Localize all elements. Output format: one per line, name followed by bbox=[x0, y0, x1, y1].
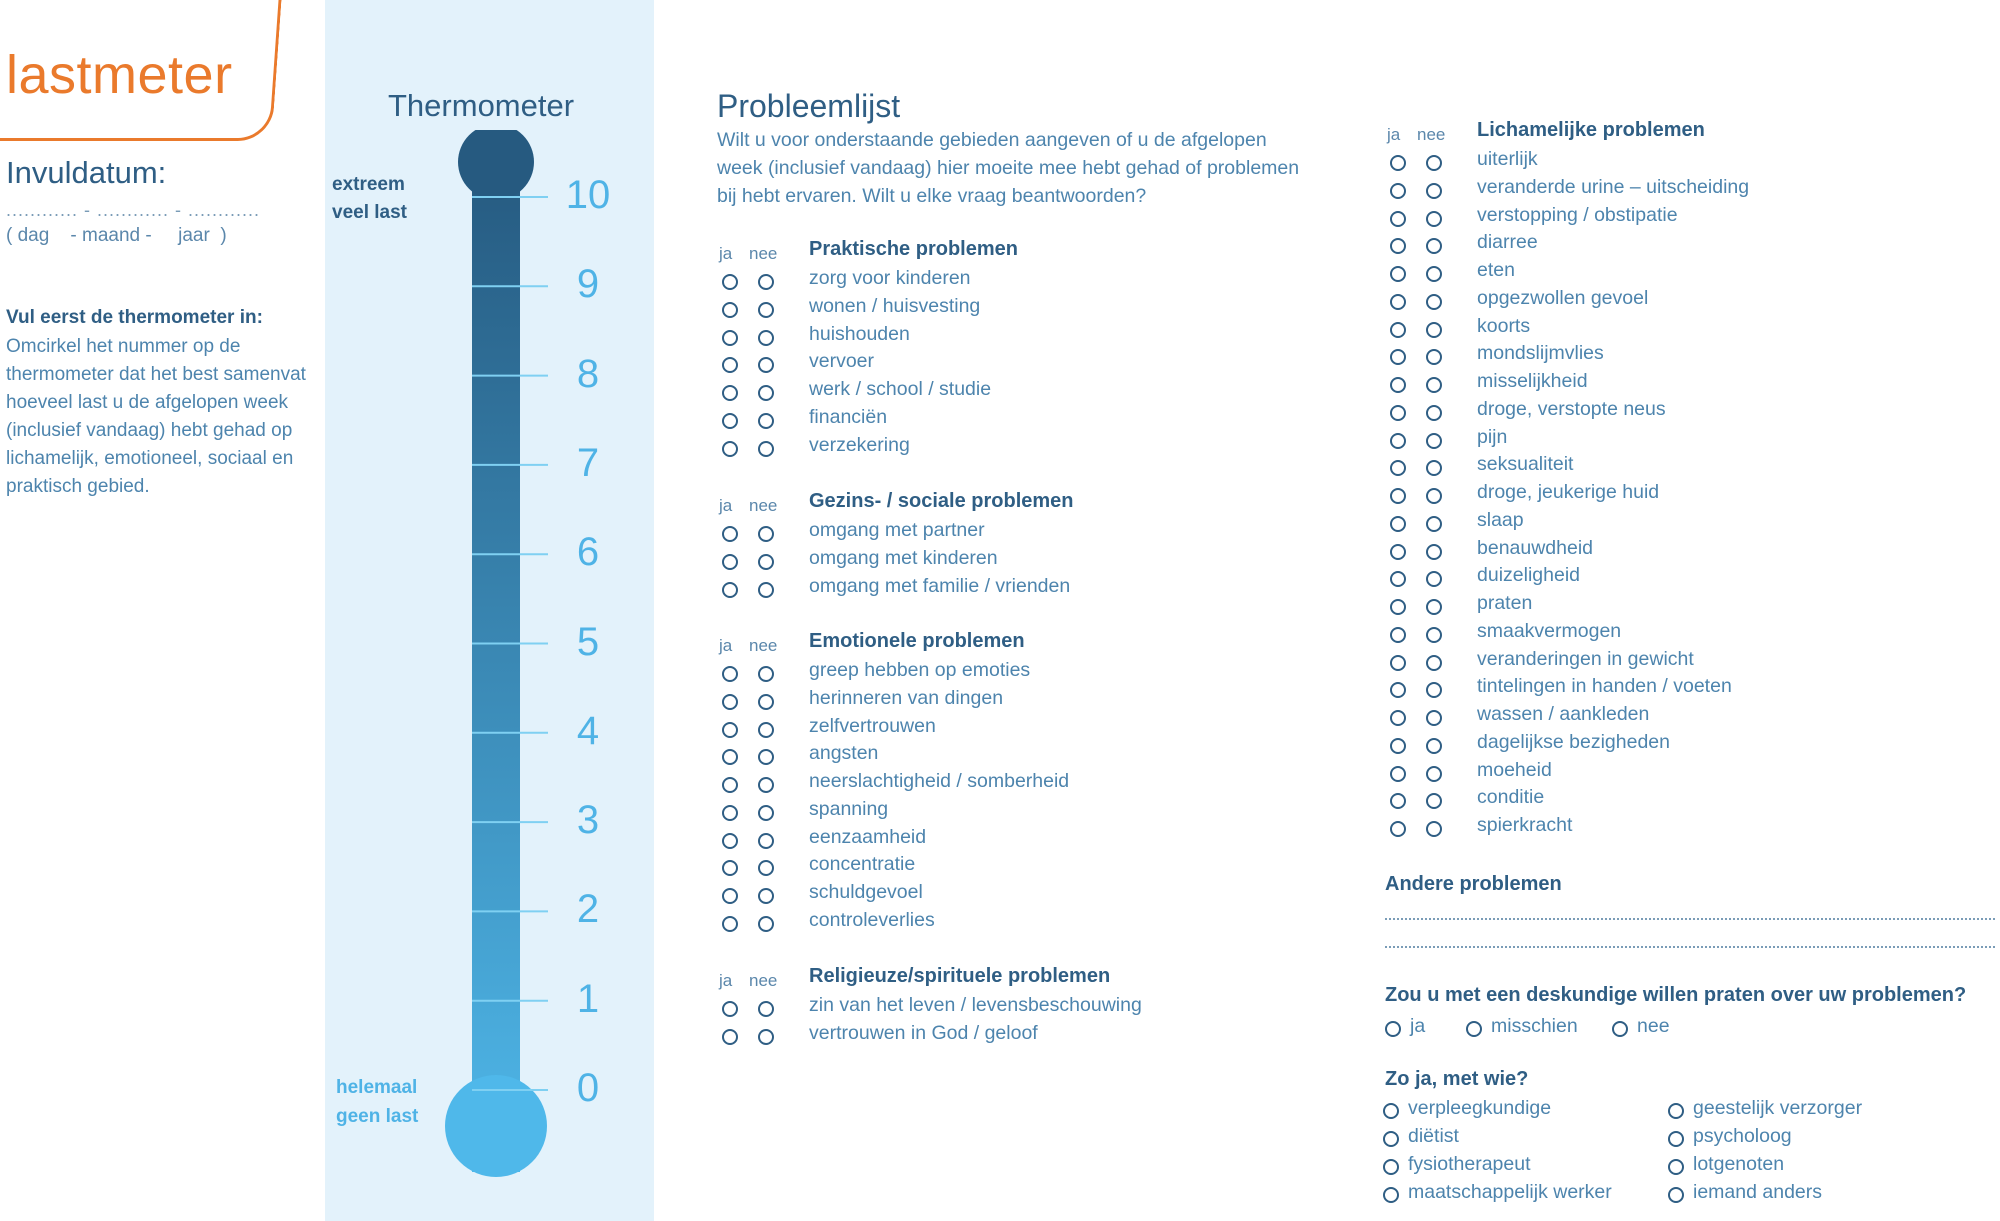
nee-radio[interactable] bbox=[1426, 599, 1442, 615]
ja-column-label: ja bbox=[719, 496, 733, 515]
ja-radio[interactable] bbox=[722, 833, 738, 849]
other-problems-line-1[interactable] bbox=[1385, 918, 1995, 920]
problem-label: spierkracht bbox=[1477, 814, 1573, 836]
ja-radio[interactable] bbox=[1390, 238, 1406, 254]
nee-radio[interactable] bbox=[1426, 266, 1442, 282]
who-title: Zo ja, met wie? bbox=[1385, 1068, 1529, 1090]
nee-radio[interactable] bbox=[1426, 211, 1442, 227]
who-option-radio[interactable] bbox=[1668, 1187, 1684, 1203]
label-no-burden: helemaal geen last bbox=[336, 1077, 419, 1127]
nee-radio[interactable] bbox=[1426, 183, 1442, 199]
problem-label: veranderingen in gewicht bbox=[1477, 647, 1694, 670]
problem-label: dagelijkse bezigheden bbox=[1477, 730, 1670, 753]
problem-label: herinneren van dingen bbox=[809, 686, 1004, 709]
ja-radio[interactable] bbox=[1390, 433, 1406, 449]
nee-column-label: nee bbox=[749, 636, 778, 655]
scale-number[interactable]: 2 bbox=[576, 887, 600, 932]
ja-radio[interactable] bbox=[722, 1001, 738, 1017]
nee-radio[interactable] bbox=[758, 860, 774, 876]
problem-label: mondslijmvlies bbox=[1477, 342, 1604, 365]
problem-label: zelfvertrouwen bbox=[809, 714, 936, 737]
scale-number[interactable]: 0 bbox=[576, 1066, 600, 1110]
problem-label: huishouden bbox=[809, 322, 910, 345]
ja-radio[interactable] bbox=[1390, 544, 1406, 560]
nee-radio[interactable] bbox=[1426, 738, 1442, 754]
who-option-radio[interactable] bbox=[1383, 1159, 1399, 1175]
problem-label: greep hebben op emoties bbox=[809, 659, 1031, 681]
nee-radio[interactable] bbox=[1426, 682, 1442, 698]
nee-radio[interactable] bbox=[758, 805, 774, 821]
ja-radio[interactable] bbox=[722, 805, 738, 821]
nee-radio[interactable] bbox=[1426, 488, 1442, 504]
problem-label: uiterlijk bbox=[1477, 148, 1538, 170]
nee-radio[interactable] bbox=[1426, 460, 1442, 476]
expert-option-radio[interactable] bbox=[1385, 1021, 1401, 1037]
ja-radio[interactable] bbox=[722, 330, 738, 346]
other-problems-line-2[interactable] bbox=[1385, 946, 1995, 948]
ja-radio[interactable] bbox=[1390, 266, 1406, 282]
expert-option-label: ja bbox=[1410, 1015, 1426, 1037]
ja-column-label: ja bbox=[719, 636, 733, 655]
ja-radio[interactable] bbox=[1390, 627, 1406, 643]
nee-radio[interactable] bbox=[1426, 655, 1442, 671]
logo: lastmeter bbox=[6, 45, 233, 105]
nee-radio[interactable] bbox=[1426, 766, 1442, 782]
ja-radio[interactable] bbox=[722, 1029, 738, 1045]
ja-radio[interactable] bbox=[1390, 183, 1406, 199]
problem-label: eten bbox=[1477, 259, 1515, 281]
ja-column-label: ja bbox=[1387, 125, 1401, 144]
ja-radio[interactable] bbox=[1390, 349, 1406, 365]
ja-radio[interactable] bbox=[722, 582, 738, 598]
nee-radio[interactable] bbox=[758, 357, 774, 373]
who-option-radio[interactable] bbox=[1383, 1131, 1399, 1147]
problem-label: duizeligheid bbox=[1477, 564, 1580, 587]
ja-radio[interactable] bbox=[1390, 821, 1406, 837]
expert-option-label: nee bbox=[1637, 1015, 1670, 1037]
section-title: Lichamelijke problemen bbox=[1477, 119, 1705, 141]
problem-label: neerslachtigheid / somberheid bbox=[809, 770, 1070, 792]
nee-radio[interactable] bbox=[1426, 516, 1442, 532]
scale-number[interactable]: 1 bbox=[576, 976, 600, 1021]
nee-radio[interactable] bbox=[1426, 294, 1442, 310]
nee-radio[interactable] bbox=[758, 1001, 774, 1017]
problem-label: smaakvermogen bbox=[1477, 619, 1622, 642]
section-title: Gezins- / sociale problemen bbox=[809, 490, 1074, 512]
ja-radio[interactable] bbox=[722, 860, 738, 876]
ja-radio[interactable] bbox=[1390, 682, 1406, 698]
nee-radio[interactable] bbox=[758, 694, 774, 710]
problem-label: schuldgevoel bbox=[809, 881, 923, 903]
ja-radio[interactable] bbox=[722, 722, 738, 738]
ja-radio[interactable] bbox=[1390, 516, 1406, 532]
nee-radio[interactable] bbox=[758, 302, 774, 318]
ja-radio[interactable] bbox=[722, 526, 738, 542]
nee-radio[interactable] bbox=[758, 722, 774, 738]
ja-radio[interactable] bbox=[722, 357, 738, 373]
nee-column-label: nee bbox=[1417, 125, 1446, 144]
problem-label: praten bbox=[1477, 592, 1533, 614]
ja-radio[interactable] bbox=[1390, 460, 1406, 476]
ja-radio[interactable] bbox=[1390, 377, 1406, 393]
expert-option-radio[interactable] bbox=[1612, 1021, 1628, 1037]
ja-column-label: ja bbox=[719, 244, 733, 263]
nee-column-label: nee bbox=[749, 496, 778, 515]
problem-label: werk / school / studie bbox=[809, 378, 992, 400]
problem-label: koorts bbox=[1477, 314, 1531, 337]
ja-radio[interactable] bbox=[1390, 793, 1406, 809]
who-option-radio[interactable] bbox=[1668, 1131, 1684, 1147]
ja-radio[interactable] bbox=[1390, 571, 1406, 587]
who-option-label: iemand anders bbox=[1693, 1181, 1822, 1203]
who-option-radio[interactable] bbox=[1668, 1159, 1684, 1175]
nee-radio[interactable] bbox=[1426, 322, 1442, 338]
problem-label: spanning bbox=[809, 797, 889, 820]
nee-radio[interactable] bbox=[1426, 821, 1442, 837]
nee-radio[interactable] bbox=[758, 274, 774, 290]
who-option-label: psycholoog bbox=[1693, 1125, 1792, 1147]
section-title: Emotionele problemen bbox=[809, 630, 1025, 652]
problem-label: zorg voor kinderen bbox=[809, 267, 971, 289]
who-option-radio[interactable] bbox=[1383, 1187, 1399, 1203]
who-option-radio[interactable] bbox=[1668, 1103, 1684, 1119]
problem-label: slaap bbox=[1477, 508, 1524, 531]
scale-number[interactable]: 5 bbox=[576, 619, 600, 664]
nee-radio[interactable] bbox=[1426, 238, 1442, 254]
ja-radio[interactable] bbox=[1390, 405, 1406, 421]
nee-radio[interactable] bbox=[758, 777, 774, 793]
thermometer-tube bbox=[472, 162, 520, 1172]
nee-radio[interactable] bbox=[758, 330, 774, 346]
scale-number[interactable]: 9 bbox=[576, 262, 600, 307]
problem-label: pijn bbox=[1477, 425, 1508, 448]
nee-radio[interactable] bbox=[1426, 627, 1442, 643]
ja-column-label: ja bbox=[719, 971, 733, 990]
nee-radio[interactable] bbox=[1426, 710, 1442, 726]
date-title: Invuldatum: bbox=[6, 155, 167, 190]
scale-number[interactable]: 4 bbox=[576, 708, 600, 753]
ja-radio[interactable] bbox=[1390, 155, 1406, 171]
problem-label: tintelingen in handen / voeten bbox=[1477, 675, 1732, 698]
ja-radio[interactable] bbox=[1390, 738, 1406, 754]
problem-label: controleverlies bbox=[809, 908, 935, 931]
thermometer-title: Thermometer bbox=[388, 88, 575, 123]
problem-label: verzekering bbox=[809, 433, 910, 456]
nee-radio[interactable] bbox=[1426, 544, 1442, 560]
nee-radio[interactable] bbox=[758, 413, 774, 429]
ja-radio[interactable] bbox=[722, 302, 738, 318]
ja-radio[interactable] bbox=[722, 554, 738, 570]
date-labels: ( dag - maand - jaar ) bbox=[6, 225, 227, 246]
scale-number[interactable]: 6 bbox=[576, 530, 600, 575]
label-extreme: extreem veel last bbox=[332, 174, 407, 223]
ja-radio[interactable] bbox=[722, 385, 738, 401]
ja-radio[interactable] bbox=[722, 694, 738, 710]
nee-radio[interactable] bbox=[758, 554, 774, 570]
nee-radio[interactable] bbox=[1426, 571, 1442, 587]
ja-radio[interactable] bbox=[722, 666, 738, 682]
who-option-label: lotgenoten bbox=[1693, 1153, 1785, 1175]
problem-label: conditie bbox=[1477, 786, 1545, 809]
ja-radio[interactable] bbox=[722, 413, 738, 429]
problem-label: seksualiteit bbox=[1477, 453, 1574, 476]
problem-label: omgang met familie / vrienden bbox=[809, 574, 1071, 597]
scale-number[interactable]: 3 bbox=[576, 798, 600, 843]
problem-label: vertrouwen in God / geloof bbox=[809, 1021, 1038, 1044]
nee-column-label: nee bbox=[749, 971, 778, 990]
nee-radio[interactable] bbox=[1426, 155, 1442, 171]
nee-radio[interactable] bbox=[1426, 433, 1442, 449]
section-title: Praktische problemen bbox=[809, 238, 1018, 260]
scale-number[interactable]: 10 bbox=[565, 173, 611, 217]
problem-label: droge, verstopte neus bbox=[1477, 397, 1666, 420]
who-option-label: fysiotherapeut bbox=[1408, 1153, 1531, 1175]
ja-radio[interactable] bbox=[1390, 766, 1406, 782]
ja-radio[interactable] bbox=[722, 888, 738, 904]
nee-radio[interactable] bbox=[1426, 377, 1442, 393]
nee-column-label: nee bbox=[749, 244, 778, 263]
nee-radio[interactable] bbox=[758, 666, 774, 682]
problem-label: wassen / aankleden bbox=[1477, 703, 1650, 725]
problem-label: verstopping / obstipatie bbox=[1477, 203, 1678, 226]
problem-label: financiën bbox=[809, 405, 888, 428]
nee-radio[interactable] bbox=[758, 749, 774, 765]
thermometer-cap bbox=[458, 130, 534, 200]
problem-label: angsten bbox=[809, 742, 879, 765]
problem-label: benauwdheid bbox=[1477, 536, 1594, 559]
expert-option-label: misschien bbox=[1491, 1015, 1578, 1037]
expert-option-radio[interactable] bbox=[1466, 1021, 1482, 1037]
expert-question: Zou u met een deskundige willen praten over uw problemen? bbox=[1385, 984, 1967, 1006]
ja-radio[interactable] bbox=[1390, 655, 1406, 671]
ja-radio[interactable] bbox=[1390, 294, 1406, 310]
who-option-label: verpleegkundige bbox=[1408, 1097, 1552, 1119]
nee-radio[interactable] bbox=[758, 1029, 774, 1045]
nee-radio[interactable] bbox=[1426, 405, 1442, 421]
nee-radio[interactable] bbox=[1426, 793, 1442, 809]
ja-radio[interactable] bbox=[1390, 599, 1406, 615]
instruction-title: Vul eerst de thermometer in: bbox=[6, 307, 263, 328]
nee-radio[interactable] bbox=[758, 385, 774, 401]
instruction-text: Omcirkel het nummer op de thermometer dat het best samenvat hoeveel last u de afgelopen week (inclusief vandaag) hebt gehad op lichamelijk, emotioneel, sociaal en praktisch gebied. bbox=[6, 336, 306, 497]
nee-radio[interactable] bbox=[758, 833, 774, 849]
ja-radio[interactable] bbox=[1390, 710, 1406, 726]
ja-radio[interactable] bbox=[722, 274, 738, 290]
problem-label: veranderde urine – uitscheiding bbox=[1477, 175, 1750, 198]
nee-radio[interactable] bbox=[758, 441, 774, 457]
problem-label: concentratie bbox=[809, 853, 916, 876]
who-option-label: maatschappelijk werker bbox=[1408, 1181, 1612, 1203]
problem-label: vervoer bbox=[809, 350, 875, 373]
problem-label: diarree bbox=[1477, 231, 1538, 254]
ja-radio[interactable] bbox=[1390, 211, 1406, 227]
problem-label: droge, jeukerige huid bbox=[1477, 481, 1660, 503]
scale-number[interactable]: 8 bbox=[576, 351, 600, 396]
ja-radio[interactable] bbox=[722, 916, 738, 932]
problem-label: opgezwollen gevoel bbox=[1477, 286, 1649, 309]
problem-list-title: Probleemlijst bbox=[717, 88, 901, 124]
who-option-label: geestelijk verzorger bbox=[1693, 1097, 1863, 1119]
date-input-line[interactable]: ............ - ............ - ............ bbox=[6, 200, 261, 220]
problem-label: wonen / huisvesting bbox=[809, 294, 981, 317]
ja-radio[interactable] bbox=[1390, 488, 1406, 504]
problem-label: omgang met partner bbox=[809, 519, 985, 541]
ja-radio[interactable] bbox=[722, 749, 738, 765]
problem-label: misselijkheid bbox=[1477, 370, 1588, 392]
nee-radio[interactable] bbox=[758, 916, 774, 932]
problem-label: eenzaamheid bbox=[809, 825, 927, 848]
section-title: Religieuze/spirituele problemen bbox=[809, 965, 1111, 987]
ja-radio[interactable] bbox=[1390, 322, 1406, 338]
who-option-label: diëtist bbox=[1408, 1125, 1459, 1147]
problem-label: moeheid bbox=[1477, 758, 1552, 781]
scale-number[interactable]: 7 bbox=[576, 440, 600, 485]
problem-list-intro: Wilt u voor onderstaande gebieden aangeven of u de afgelopen week (inclusief vandaag) hier moeite mee hebt gehad of problemen bij hebt ervaren. Wilt u elke vraag beantwoorden? bbox=[717, 129, 1300, 207]
who-option-radio[interactable] bbox=[1383, 1103, 1399, 1119]
problem-label: zin van het leven / levensbeschouwing bbox=[809, 994, 1142, 1016]
nee-radio[interactable] bbox=[1426, 349, 1442, 365]
nee-radio[interactable] bbox=[758, 582, 774, 598]
nee-radio[interactable] bbox=[758, 526, 774, 542]
other-problems-title: Andere problemen bbox=[1385, 873, 1562, 895]
problem-label: omgang met kinderen bbox=[809, 546, 998, 569]
ja-radio[interactable] bbox=[722, 441, 738, 457]
ja-radio[interactable] bbox=[722, 777, 738, 793]
nee-radio[interactable] bbox=[758, 888, 774, 904]
